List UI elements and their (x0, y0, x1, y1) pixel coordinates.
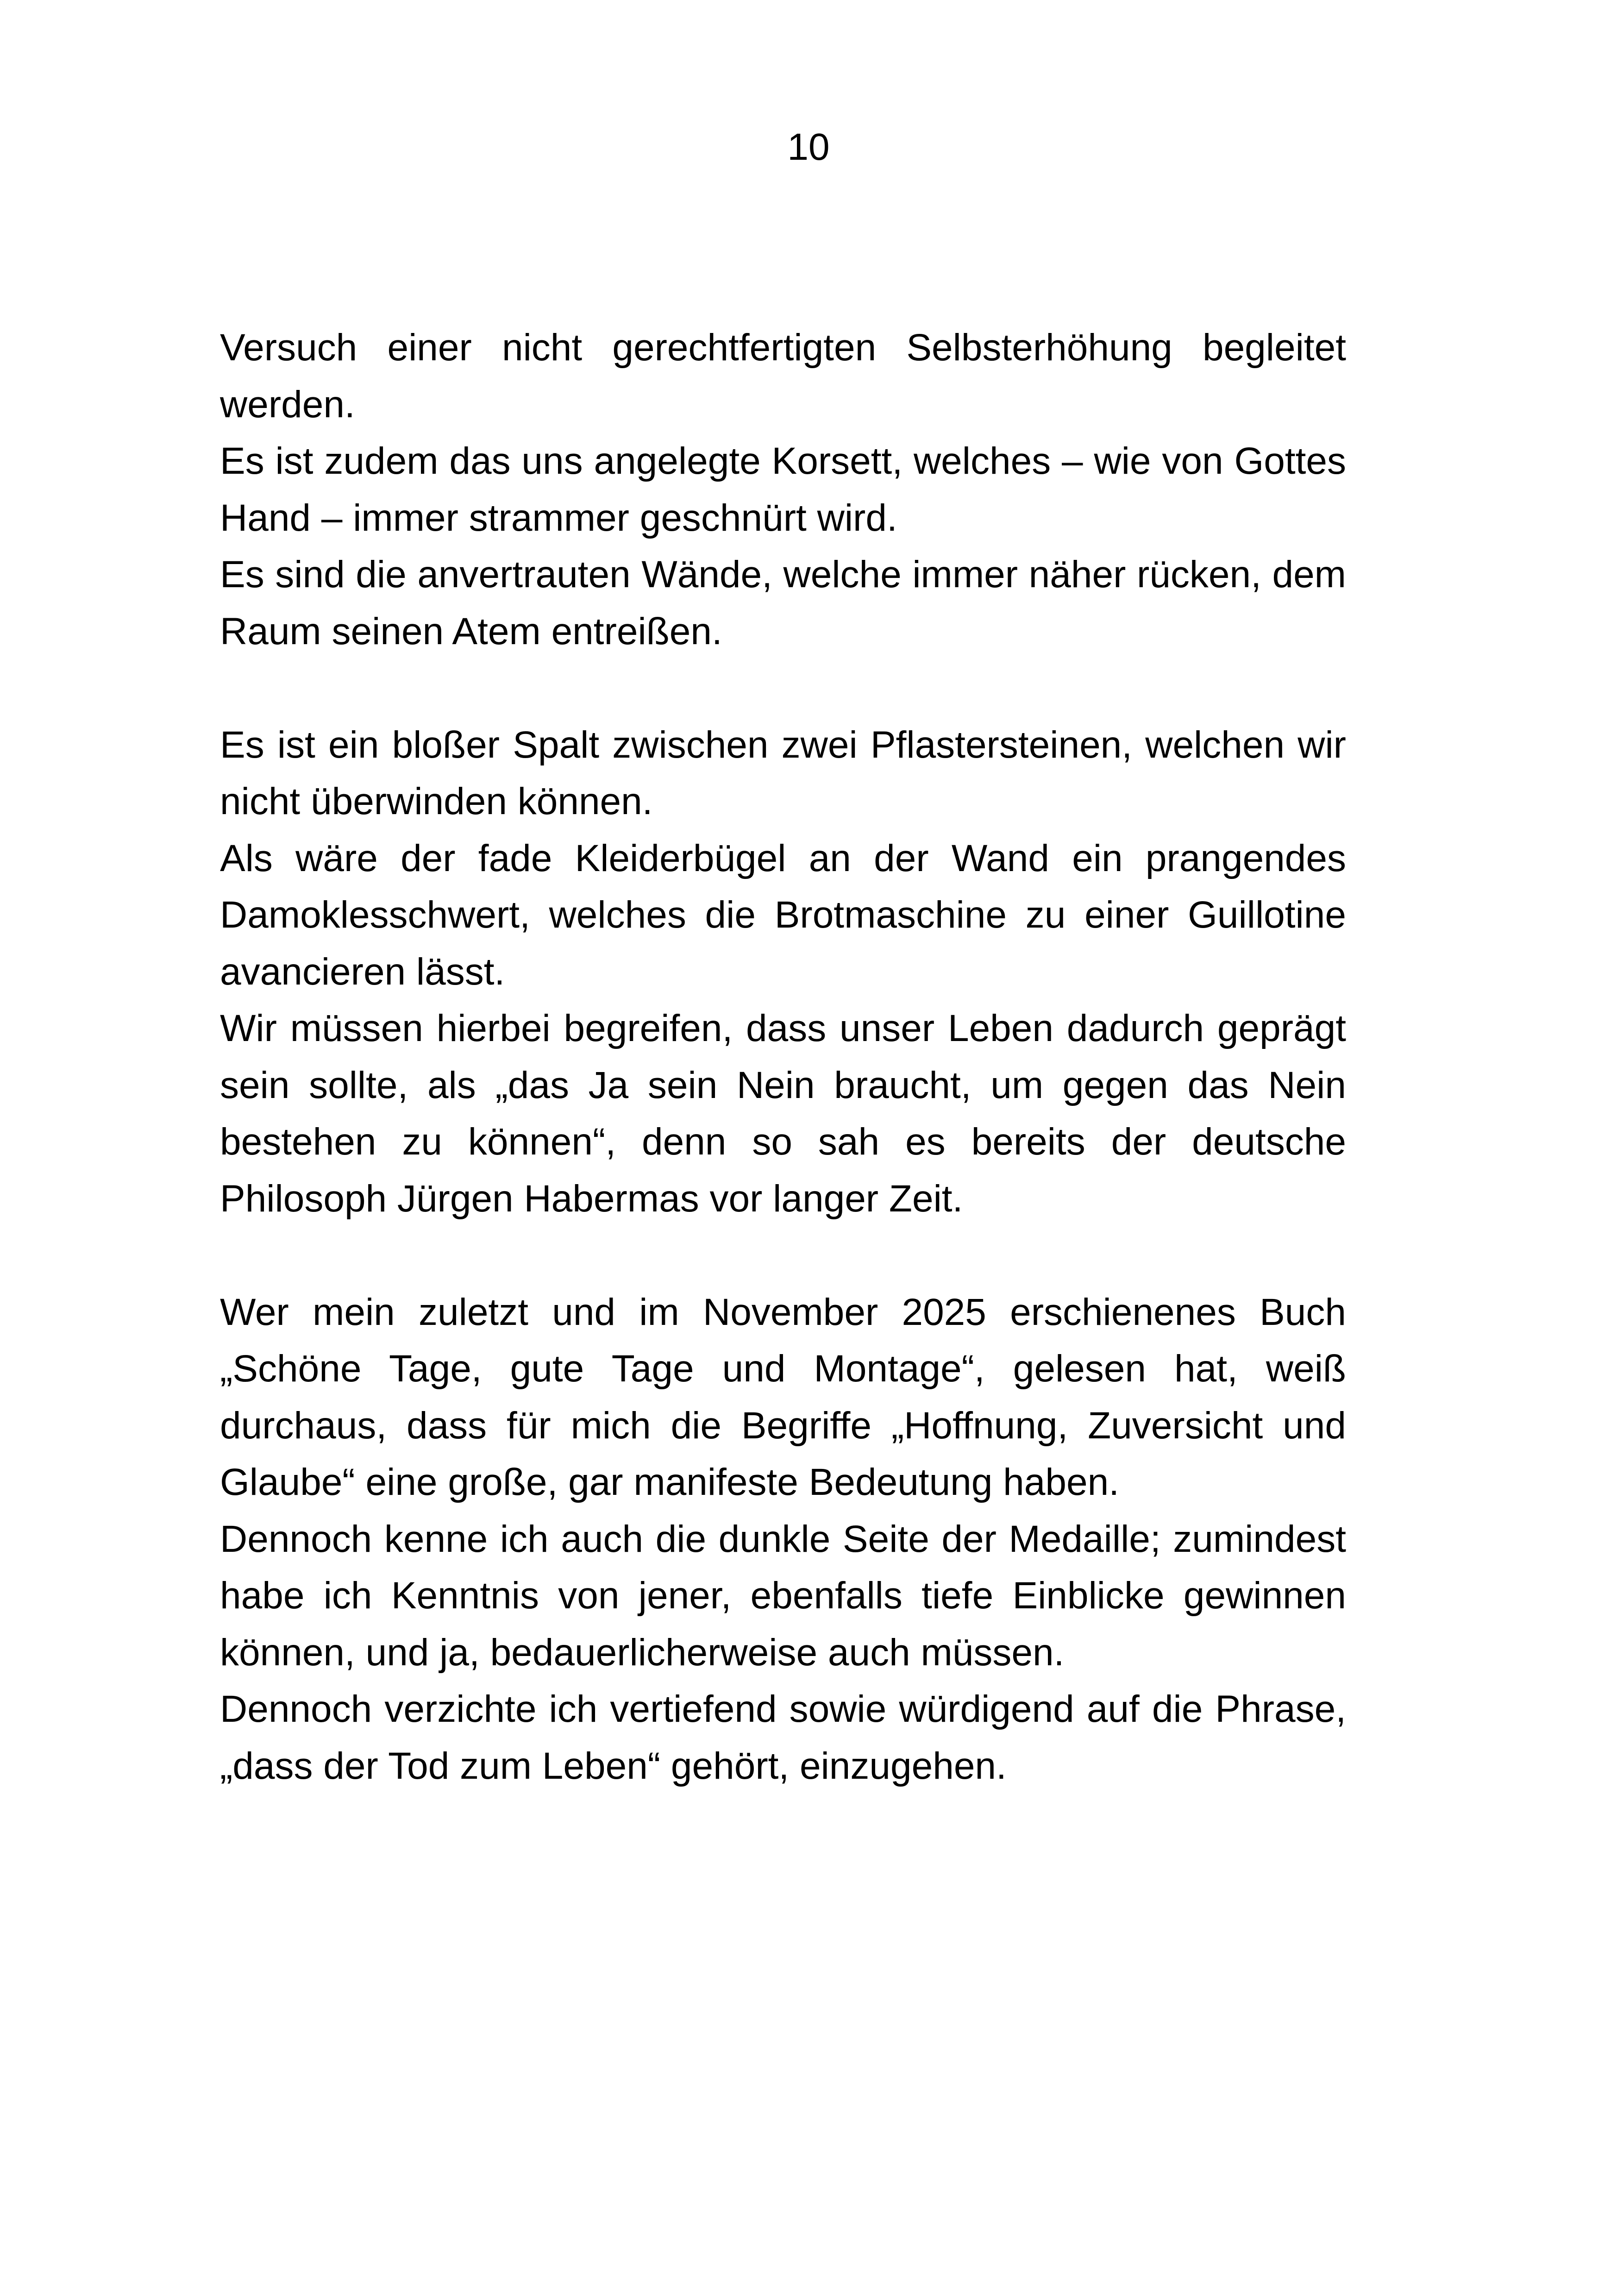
paragraph-gap (220, 660, 1346, 717)
paragraph: Es ist ein bloßer Spalt zwischen zwei Pflastersteinen, welchen wir nicht überwinden können. (220, 723, 1346, 822)
page-number: 10 (787, 126, 830, 168)
paragraph: Dennoch verzichte ich vertiefend sowie würdigend auf die Phrase, „dass der Tod zum Leben“ gehört, einzugehen. (220, 1688, 1346, 1787)
paragraph: Es ist zudem das uns angelegte Korsett, welches – wie von Gottes Hand – immer strammer geschnürt wird. (220, 440, 1346, 539)
body-text (220, 320, 1346, 1794)
paragraph: Wir müssen hierbei begreifen, dass unser Leben dadurch geprägt sein sollte, als „das Ja sein Nein braucht, um gegen das Nein bestehen zu können“, denn so sah es bereits der deutsche Philosoph Jürgen Habermas vor langer Zeit. (220, 1007, 1346, 1220)
paragraph: Dennoch kenne ich auch die dunkle Seite der Medaille; zumindest habe ich Kenntnis von jener, ebenfalls tiefe Einblicke gewinnen können, und ja, bedauerlicherweise auch müssen. (220, 1518, 1346, 1674)
paragraph-gap (220, 1227, 1346, 1284)
paragraph: Als wäre der fade Kleiderbügel an der Wand ein prangendes Damoklesschwert, welches die Brotmaschine zu einer Guillotine avancieren lässt. (220, 837, 1346, 993)
paragraph: Es sind die anvertrauten Wände, welche immer näher rücken, dem Raum seinen Atem entreißen. (220, 553, 1346, 652)
paragraph: Wer mein zuletzt und im November 2025 erschienenes Buch „Schöne Tage, gute Tage und Montage“, gelesen hat, weiß durchaus, dass für mich die Begriffe „Hoffnung, Zuversicht und Glaube“ eine große, gar manifeste Bedeutung haben. (220, 1291, 1346, 1503)
paragraph: Versuch einer nicht gerechtfertigten Selbsterhöhung begleitet werden. (220, 326, 1346, 426)
